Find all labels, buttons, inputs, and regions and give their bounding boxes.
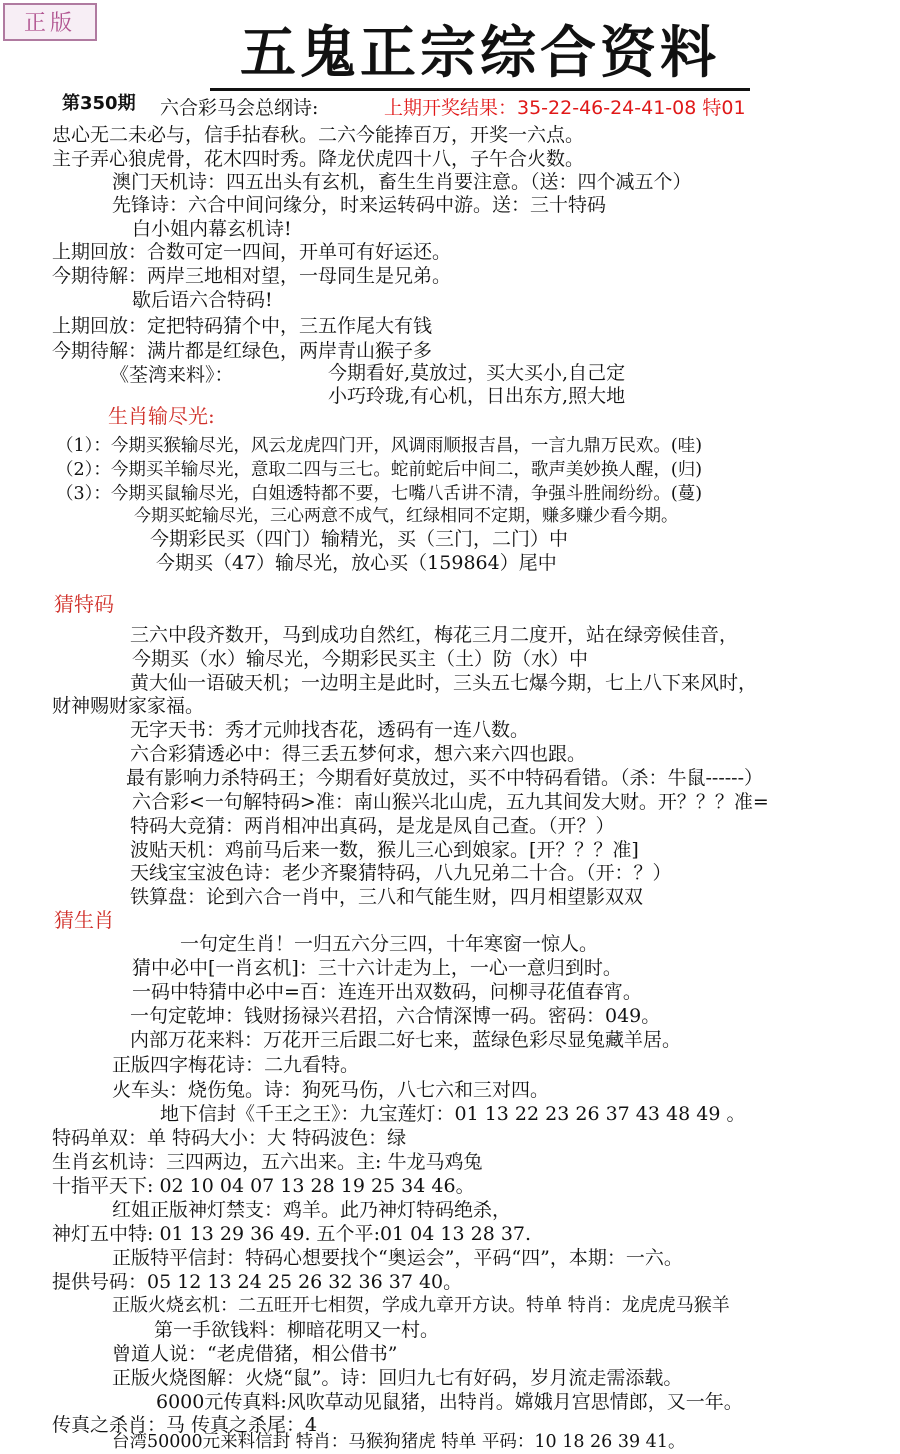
- text-line: 主子弄心狼虎骨，花木四时秀。降龙伏虎四十八，子午合火数。: [52, 148, 585, 170]
- text-line: 红姐正版神灯禁支：鸡羊。此乃神灯特码绝杀，: [112, 1199, 512, 1221]
- section-heading: 猜生肖: [54, 908, 114, 932]
- text-line: 今期看好,莫放过，买大买小,自己定: [328, 362, 626, 384]
- text-line: 一码中特猜中必中=百：连连开出双数码，问柳寻花值春宵。: [132, 981, 642, 1003]
- text-line: 猜中必中[一肖玄机]：三十六计走为上，一心一意归到时。: [132, 957, 622, 979]
- text-line: 忠心无二未必与，信手拈春秋。二六今能捧百万，开奖一六点。: [52, 124, 585, 146]
- text-line: 提供号码：05 12 13 24 25 26 32 36 37 40。: [52, 1271, 463, 1293]
- text-line: 台湾50000元来料信封 特肖：马猴狗猪虎 特单 平码：10 18 26 39 41。: [112, 1432, 686, 1452]
- last-draw-result: 上期开奖结果：35-22-46-24-41-08 特01: [384, 97, 746, 119]
- poem-title: 六合彩马会总纲诗:: [160, 97, 319, 119]
- issue-number: 第350期: [62, 93, 136, 114]
- section-heading: 生肖输尽光:: [108, 404, 215, 428]
- text-line: 上期回放：合数可定一四间，开单可有好运还。: [52, 241, 452, 263]
- text-line: 六合彩猜透必中：得三丢五梦何求，想六来六四也跟。: [130, 743, 587, 765]
- text-line: 波贴天机：鸡前马后来一数，猴儿三心到娘家。[开？？？准]: [130, 839, 639, 861]
- text-line: 天线宝宝波色诗：老少齐聚猜特码，八九兄弟二十合。（开：？）: [130, 862, 672, 884]
- text-line: 特码大竞猜：两肖相冲出真码，是龙是凤自己查。（开？）: [130, 815, 615, 837]
- text-line: 今期买（47）输尽光，放心买（159864）尾中: [156, 552, 557, 574]
- text-line: 小巧玲珑,有心机，日出东方,照大地: [328, 385, 626, 407]
- text-line: 一句定乾坤：钱财扬禄兴君招，六合情深博一码。密码：049。: [130, 1005, 661, 1027]
- text-line: （1）：今期买猴输尽光，风云龙虎四门开，风调雨顺报吉昌，一言九鼎万民欢。(哇): [56, 436, 703, 456]
- text-line: 澳门天机诗：四五出头有玄机，畜生生肖要注意。（送：四个减五个）: [112, 171, 692, 193]
- text-line: 神灯五中特: 01 13 29 36 49. 五个平:01 04 13 28 37.: [52, 1223, 532, 1245]
- page-title: 五鬼正宗综合资料: [210, 18, 750, 91]
- text-line: 正版火烧玄机：二五旺开七相贺，学成九章开方诀。特单 特肖：龙虎虎马猴羊: [112, 1295, 730, 1316]
- text-line: 上期回放：定把特码猜个中，三五作尾大有钱: [52, 315, 433, 337]
- text-line: 地下信封《千王之王》：九宝莲灯：01 13 22 23 26 37 43 48 49 。: [160, 1103, 746, 1125]
- text-line: （2）：今期买羊输尽光，意取二四与三七。蛇前蛇后中间二，歌声美妙换人醒，(归): [56, 460, 703, 480]
- text-line: 白小姐内幕玄机诗!: [132, 218, 292, 240]
- text-line: （3）：今期买鼠输尽光，白姐透特都不要，七嘴八舌讲不清，争强斗胜闹纷纷。(蔓): [56, 484, 703, 504]
- text-line: 一句定生肖！一归五六分三四，十年寒窗一惊人。: [180, 933, 599, 955]
- text-line: 最有影响力杀特码王；今期看好莫放过，买不中特码看错。（杀：牛鼠------）: [126, 767, 764, 789]
- text-line: 无字天书：秀才元帅找杏花，透码有一连八数。: [130, 719, 530, 741]
- text-line: 正版火烧图解：火烧“鼠”。诗：回归九七有好码，岁月流走需添载。: [112, 1367, 683, 1389]
- text-line: 特码单双：单 特码大小：大 特码波色：绿: [52, 1127, 407, 1149]
- text-line: 今期待解：满片都是红绿色，两岸青山猴子多: [52, 340, 433, 362]
- text-line: 正版特平信封：特码心想要找个“奥运会”，平码“四”，本期：一六。: [112, 1247, 683, 1269]
- text-line: 今期待解：两岸三地相对望，一母同生是兄弟。: [52, 265, 452, 287]
- text-line: 传真之杀肖：马 传真之杀尾：4: [52, 1414, 318, 1436]
- text-line: 铁算盘：论到六合一肖中，三八和气能生财，四月相望影双双: [130, 886, 644, 908]
- text-line: 三六中段齐数开，马到成功自然红，梅花三月二度开，站在绿旁候佳音，: [130, 624, 739, 646]
- text-line: 今期买（水）输尽光，今期彩民买主（土）防（水）中: [132, 648, 589, 670]
- text-line: 6000元传真料:风吹草动见鼠猪，出特肖。嫦娥月宫思情郎，又一年。: [156, 1391, 743, 1413]
- text-line: 歇后语六合特码!: [132, 289, 273, 311]
- section-heading: 猜特码: [54, 592, 114, 616]
- text-line: 正版四字梅花诗：二九看特。: [112, 1054, 360, 1076]
- text-line: 曾道人说：“老虎借猪，相公借书”: [112, 1343, 398, 1365]
- text-line: 黄大仙一语破天机；一边明主是此时，三头五七爆今期，七上八下来风时，: [130, 672, 758, 694]
- genuine-stamp: 正版: [3, 3, 97, 41]
- text-line: 今期买蛇输尽光，三心两意不成气，红绿相同不定期，赚多赚少看今期。: [134, 506, 678, 526]
- text-line: 先锋诗：六合中间问缘分，时来运转码中游。送：三十特码: [112, 194, 607, 216]
- text-line: 火车头：烧伤兔。诗：狗死马伤，八七六和三对四。: [112, 1079, 550, 1101]
- text-line: 今期彩民买（四门）输精光，买（三门，二门）中: [150, 528, 569, 550]
- text-line: 财神赐财家家福。: [52, 695, 205, 717]
- text-line: 十指平天下: 02 10 04 07 13 28 19 25 34 46。: [52, 1175, 475, 1197]
- text-line: 第一手欲钱料：柳暗花明又一村。: [154, 1319, 440, 1341]
- text-line: 六合彩<一句解特码>准：南山猴兴北山虎，五九其间发大财。开？？？准=: [132, 791, 769, 813]
- text-line: 《荃湾来料》：: [110, 364, 234, 386]
- text-line: 内部万花来料：万花开三后跟二好七来，蓝绿色彩尽显兔藏羊居。: [130, 1029, 682, 1051]
- text-line: 生肖玄机诗：三四两边，五六出来。主: 牛龙马鸡兔: [52, 1151, 483, 1173]
